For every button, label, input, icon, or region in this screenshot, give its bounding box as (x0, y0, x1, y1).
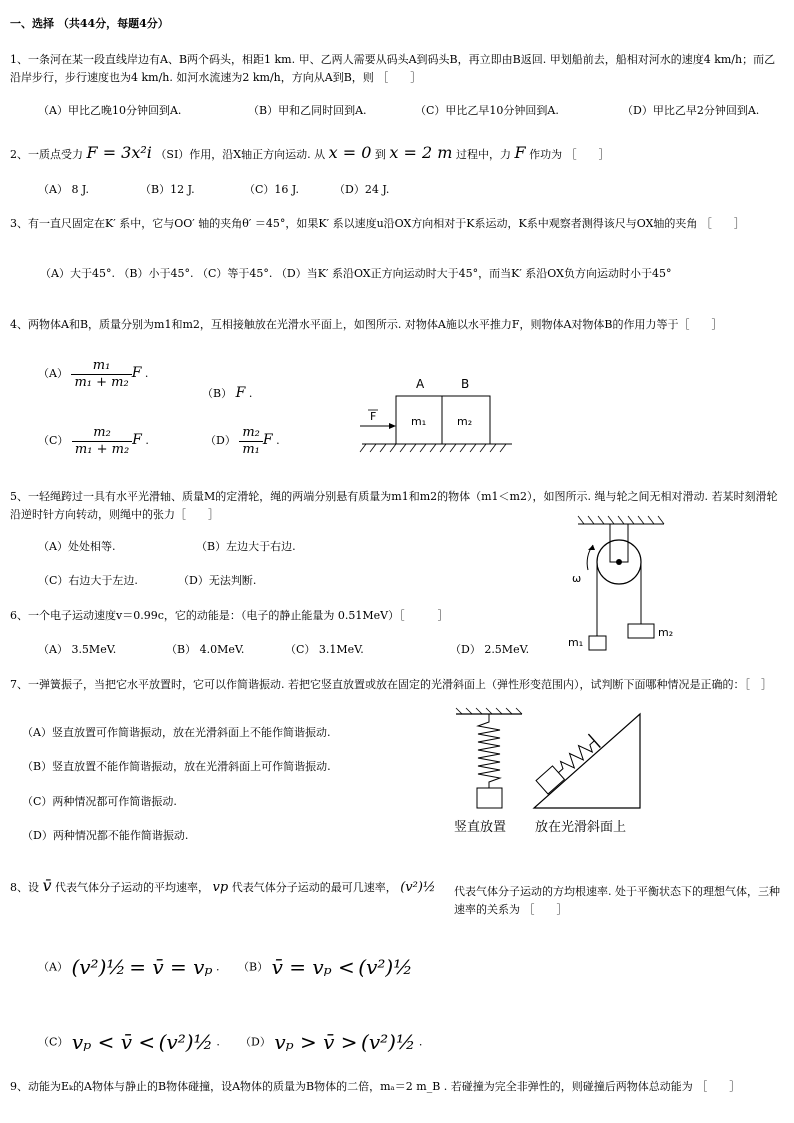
q7-spring-diagram (448, 708, 648, 838)
q4-c-numerator: m₂ (72, 425, 132, 442)
q5-option-b: （B）左边大于右边. (196, 540, 296, 553)
q6-option-c: （C） 3.1MeV. (285, 643, 364, 656)
q4-a-dot: . (144, 367, 149, 381)
q4-diagram-label-b: B (461, 377, 470, 391)
q6-option-d: （D） 2.5MeV. (450, 643, 530, 656)
q2-option-d: （D）24 J. (334, 183, 390, 196)
q8-vp: vp (212, 880, 229, 895)
q4-block-m1-label: m₁ (411, 415, 427, 428)
q8-prefix: 8、设 (10, 881, 39, 894)
q6-option-a: （A） 3.5MeV. (38, 643, 117, 656)
q5-rotation-arrowhead (588, 545, 595, 550)
question-8-line1 (10, 876, 436, 896)
question-3-text: 3、有一直尺固定在K′ 系中，它与OO′ 轴的夹角θ′ ＝45°，如果K′ 系以速度u沿OX方向相对于K系运动，K系中观察者测得该尺与OX轴的夹角 ［ ］ (10, 217, 745, 230)
q5-m2-label: m₂ (658, 626, 674, 639)
question-4-text: 4、两物体A和B，质量分别为m1和m2，互相接触放在光滑水平面上，如图所示. 对物体A施以水平推力F，则物体A对物体B的作用力等于［ ］ (10, 318, 723, 331)
q4-diagram-label-a: A (416, 377, 425, 391)
q8-a-expression: = v̄ = vₚ (129, 955, 213, 979)
q8-option-c (38, 1030, 220, 1054)
q8-c-dot: . (216, 1035, 220, 1049)
q2-prefix: 2、一质点受力 (10, 148, 83, 161)
q7-option-a: （A）竖直放置可作简谐振动，放在光滑斜面上不能作简谐振动. (22, 726, 331, 739)
q4-b-force: F (235, 385, 246, 401)
q7-incline-assembly (536, 734, 600, 794)
q7-incline (534, 714, 640, 808)
q4-option-b-label: （B） (202, 387, 233, 400)
q4-option-b (202, 385, 252, 402)
q8-option-d (240, 1030, 422, 1054)
q8-a-rms: (v²)½ (71, 955, 126, 979)
q8-a-dot: . (215, 960, 220, 974)
q4-force-label: F (370, 410, 377, 423)
q8-vbar: v̄ (42, 876, 52, 895)
q8-b-expression: v̄ = vₚ < (271, 955, 355, 979)
q8-t1: 代表气体分子运动的平均速率， (55, 881, 210, 894)
q8-d-rms: (v²)½ (361, 1030, 416, 1054)
q2-mid1: （SI）作用，沿X轴正方向运动. 从 (155, 148, 326, 161)
q5-pulley-diagram (560, 520, 680, 650)
q7-vertical-spring (478, 714, 500, 788)
q5-mass-m1 (589, 636, 606, 650)
q4-a-denominator: m₁ + m₂ (74, 374, 129, 390)
q2-option-b: （B）12 J. (140, 183, 195, 196)
q4-d-numerator: m₂ (239, 425, 263, 442)
q4-option-c (38, 425, 149, 457)
q5-pulley-axle (616, 559, 622, 565)
q6-option-b: （B） 4.0MeV. (166, 643, 245, 656)
q4-block-m2-label: m₂ (457, 415, 473, 428)
q7-ceiling-hatch (456, 708, 522, 714)
q4-d-dot: . (276, 434, 280, 448)
q8-d-expression: vₚ > v̄ > (274, 1030, 358, 1054)
q8-b-rms: (v²)½ (358, 955, 413, 979)
q4-option-c-label: （C） (38, 434, 69, 448)
q8-option-d-label: （D） (240, 1035, 271, 1049)
q7-option-d: （D）两种情况都不能作简谐振动. (22, 829, 189, 842)
q8-t2: 代表气体分子运动的最可几速率， (231, 881, 397, 894)
q4-b-dot: . (248, 387, 253, 400)
q2-x-end: x = 2 m (389, 143, 453, 162)
question-9-text: 9、动能为Eₖ的A物体与静止的B物体碰撞，设A物体的质量为B物体的二倍，mₐ＝2 m_B . 若碰撞为完全非弹性的，则碰撞后两物体总动能为 ［ ］ (10, 1080, 741, 1093)
q3-options: （A）大于45°. （B）小于45°. （C）等于45°. （D）当K′ 系沿OX正方向运动时大于45°，而当K′ 系沿OX负方向运动时小于45° (40, 267, 672, 280)
q5-option-c: （C）右边大于左边. (38, 574, 138, 587)
q5-m1-label: m₁ (568, 636, 584, 649)
q7-label-vertical: 竖直放置 (454, 820, 507, 835)
q8-option-a-label: （A） (38, 960, 68, 974)
q4-c-force: F (132, 432, 142, 449)
question-1-text: 1、一条河在某一段直线岸边有A、B两个码头，相距1 km. 甲、乙两人需要从码头A到码头B，再立即由B返回. 甲划船前去，船相对河水的速度4 km/h；而乙沿岸步行，步行速度也为4 km/h. 如河水流速为2 km/h，方向从A到B，则 ［ ］ (10, 53, 776, 84)
q4-a-force: F (131, 365, 142, 382)
q8-rms: (v²)½ (400, 880, 436, 895)
q4-option-a (38, 358, 148, 390)
q1-option-a: （A）甲比乙晚10分钟回到A. (38, 104, 182, 117)
q4-option-a-fraction (71, 358, 131, 390)
section-heading: 一、选择 （共44分，每题4分） (10, 17, 169, 30)
q2-option-c: （C）16 J. (244, 183, 299, 196)
q2-x-start: x = 0 (328, 143, 372, 162)
q2-force-expression: F = 3x²i (86, 143, 152, 162)
q5-omega-label: ω (572, 572, 582, 585)
q7-label-incline: 放在光滑斜面上 (535, 820, 627, 835)
q8-option-c-label: （C） (38, 1035, 69, 1049)
q4-d-force: F (262, 432, 273, 449)
q8-option-b-label: （B） (238, 960, 269, 974)
question-7-text: 7、一弹簧振子，当把它水平放置时，它可以作简谐振动. 若把它竖直放置或放在固定的光滑斜面上（弹性形变范围内），试判断下面哪种情况是正确的：［ ］ (10, 678, 772, 691)
q4-option-d-fraction (239, 425, 263, 457)
q8-option-a (38, 955, 219, 979)
q4-option-d-label: （D） (205, 434, 236, 448)
q4-option-c-fraction (72, 425, 132, 457)
question-5-text: 5、一轻绳跨过一具有水平光滑轴、质量M的定滑轮，绳的两端分别悬有质量为m1和m2的物体（m1＜m2），如图所示. 绳与轮之间无相对滑动. 若某时刻滑轮沿逆时针方向转动，则绳中的张力［ ］ (10, 490, 778, 521)
q1-option-d: （D）甲比乙早2分钟回到A. (622, 104, 760, 117)
q2-option-a: （A） 8 J. (38, 183, 89, 196)
q1-option-c: （C）甲比乙早10分钟回到A. (415, 104, 559, 117)
q7-vertical-mass (477, 788, 502, 808)
q7-option-b: （B）竖直放置不能作简谐振动，放在光滑斜面上可作简谐振动. (22, 760, 331, 773)
q5-option-d: （D）无法判断. (178, 574, 257, 587)
q4-ground-hatch (360, 444, 506, 452)
q5-pulley-bracket (610, 524, 628, 562)
q4-option-a-label: （A） (38, 367, 68, 381)
q8-option-b (238, 955, 413, 979)
q7-incline-mass (536, 766, 564, 794)
question-2-text (10, 143, 610, 162)
q8-d-dot: . (418, 1035, 423, 1049)
q2-mid3: 过程中，力 (455, 148, 511, 161)
q2-force-symbol: F (514, 143, 526, 162)
q8-c-rms: (v²)½ (158, 1030, 213, 1054)
q2-suffix: 作功为 ［ ］ (529, 148, 610, 161)
q4-option-d (205, 425, 280, 457)
q4-c-denominator: m₁ + m₂ (74, 441, 130, 457)
question-6-text: 6、一个电子运动速度v＝0.99c，它的动能是：（电子的静止能量为 0.51MeV）［ ］ (10, 609, 449, 622)
q4-c-dot: . (145, 434, 149, 448)
question-8-line2: 代表气体分子运动的方均根速率. 处于平衡状态下的理想气体，三种速率的关系为 ［ ］ (454, 885, 780, 916)
q2-mid2: 到 (374, 148, 386, 161)
q1-option-b: （B）甲和乙同时回到A. (248, 104, 367, 117)
q8-c-expression: vₚ < v̄ < (71, 1030, 156, 1054)
q4-force-arrowhead (389, 423, 396, 429)
q7-option-c: （C）两种情况都可作简谐振动. (22, 795, 177, 808)
q5-option-a: （A）处处相等. (38, 540, 116, 553)
q4-blocks-diagram (356, 372, 516, 464)
q4-a-numerator: m₁ (71, 358, 131, 375)
q4-d-denominator: m₁ (242, 441, 260, 457)
q5-mass-m2 (628, 624, 654, 638)
